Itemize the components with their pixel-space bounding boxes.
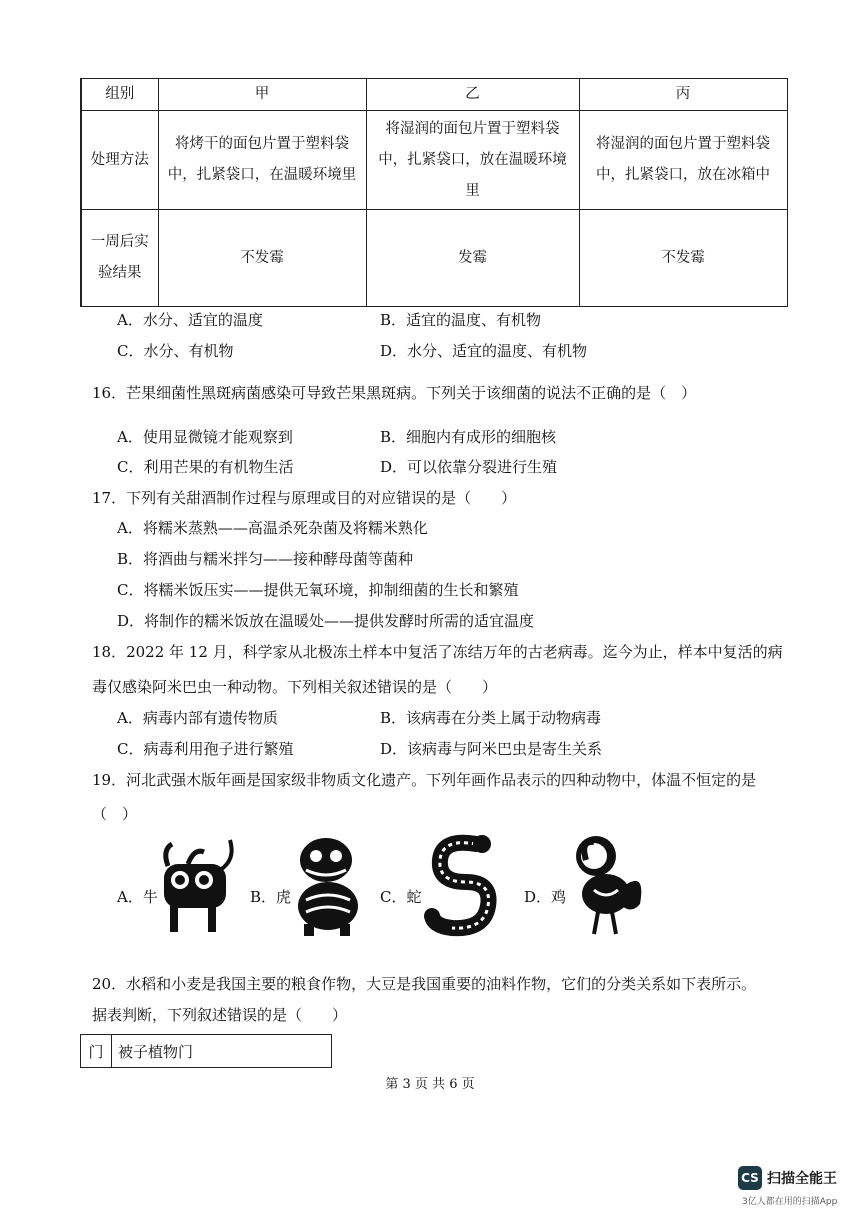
table-cell: 将烤干的面包片置于塑料袋中，扎紧袋口，在温暖环境里 (158, 111, 366, 210)
q17-stem: 17．下列有关甜酒制作过程与原理或目的对应错误的是（ ） (92, 489, 517, 507)
q19-option-c: C．蛇 (380, 888, 422, 906)
q15-option-d: D．水分、适宜的温度、有机物 (380, 342, 588, 360)
q15-option-b: B．适宜的温度、有机物 (380, 311, 542, 329)
q18-option-a: A．病毒内部有遗传物质 (117, 709, 278, 727)
q19-option-b: B．虎 (250, 888, 292, 906)
table-row (81, 1035, 332, 1068)
q16-stem: 16．芒果细菌性黑斑病菌感染可导致芒果黑斑病。下列关于该细菌的说法不正确的是（ ） (92, 384, 697, 402)
table-row (81, 79, 787, 111)
q20-stem-line1: 20．水稻和小麦是我国主要的粮食作物，大豆是我国重要的油料作物，它们的分类关系如下表所示。 (92, 975, 757, 993)
table-cell: 发霉 (366, 210, 579, 307)
scanner-tagline: 3亿人都在用的扫描App (742, 1197, 838, 1207)
table-cell: 将湿润的面包片置于塑料袋中，扎紧袋口，放在冰箱中 (579, 111, 787, 210)
q16-option-a: A．使用显微镜才能观察到 (117, 428, 293, 446)
q18-stem-line1: 18．2022 年 12 月，科学家从北极冻土样本中复活了冻结万年的古老病毒。迄今为止，样本中复活的病 (92, 643, 783, 661)
q16-option-c: C．利用芒果的有机物生活 (117, 458, 294, 476)
tiger-woodcut-image (286, 830, 368, 938)
table-header-cell: 丙 (579, 79, 787, 111)
q19-stem-line2: （ ） (92, 805, 138, 823)
q15-option-c: C．水分、有机物 (117, 342, 234, 360)
table-header-cell: 甲 (158, 79, 366, 111)
q19-option-d: D．鸡 (524, 888, 567, 906)
scanner-logo-icon: CS (738, 1166, 762, 1190)
table-cell: 被子植物门 (112, 1035, 332, 1068)
q17-option-b: B．将酒曲与糯米拌匀——接种酵母菌等菌种 (117, 550, 414, 568)
table-row (81, 210, 787, 307)
q18-stem-line2: 毒仅感染阿米巴虫一种动物。下列相关叙述错误的是（ ） (92, 678, 498, 696)
q19-stem-line1: 19．河北武强木版年画是国家级非物质文化遗产。下列年画作品表示的四种动物中，体温不恒定的是 (92, 771, 757, 789)
rooster-woodcut-image (566, 830, 648, 938)
table-cell: 处理方法 (81, 111, 158, 210)
ox-woodcut-image (158, 830, 240, 938)
classification-table (80, 1034, 332, 1068)
table-cell: 将湿润的面包片置于塑料袋中，扎紧袋口，放在温暖环境里 (366, 111, 579, 210)
q18-option-b: B．该病毒在分类上属于动物病毒 (380, 709, 602, 727)
table-cell: 不发霉 (579, 210, 787, 307)
experiment-table (80, 78, 788, 307)
q18-option-c: C．病毒利用孢子进行繁殖 (117, 740, 294, 758)
q17-option-d: D．将制作的糯米饭放在温暖处——提供发酵时所需的适宜温度 (117, 612, 535, 630)
table-cell: 一周后实验结果 (81, 210, 158, 307)
table-header-cell: 组别 (81, 79, 158, 111)
table-row (81, 111, 787, 210)
q15-option-a: A．水分、适宜的温度 (117, 311, 263, 329)
table-header-cell: 乙 (366, 79, 579, 111)
page-footer: 第 3 页 共 6 页 (385, 1077, 475, 1092)
scanner-app-name: 扫描全能王 (767, 1171, 837, 1187)
table-cell: 门 (81, 1035, 112, 1068)
q19-option-a: A．牛 (117, 888, 158, 906)
q17-option-a: A．将糯米蒸熟——高温杀死杂菌及将糯米熟化 (117, 519, 428, 537)
q20-stem-line2: 据表判断，下列叙述错误的是（ ） (92, 1006, 348, 1024)
q16-option-b: B．细胞内有成形的细胞核 (380, 428, 557, 446)
q17-option-c: C．将糯米饭压实——提供无氧环境，抑制细菌的生长和繁殖 (117, 581, 519, 599)
q18-option-d: D．该病毒与阿米巴虫是寄生关系 (380, 740, 603, 758)
table-cell: 不发霉 (158, 210, 366, 307)
q16-option-d: D．可以依靠分裂进行生殖 (380, 458, 558, 476)
snake-woodcut-image (422, 830, 504, 938)
